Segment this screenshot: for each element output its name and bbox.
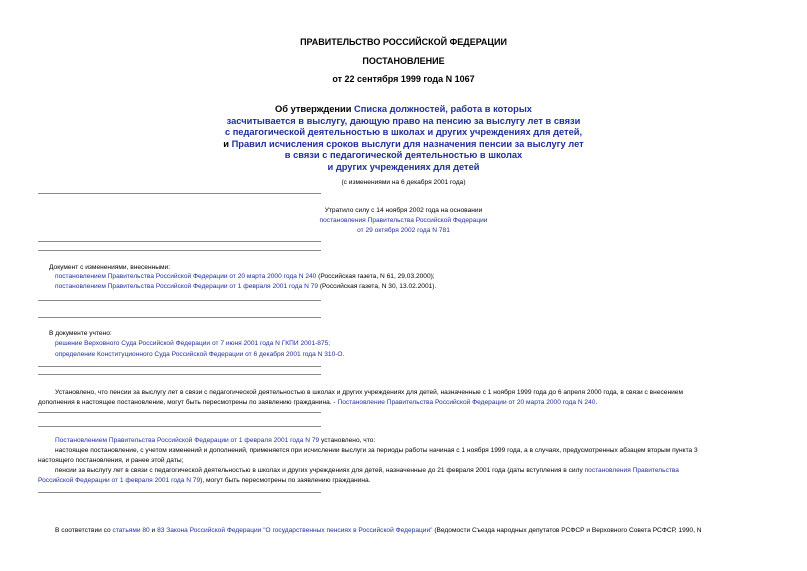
- decree-79-inline-link[interactable]: постановления Правительства: [584, 467, 679, 474]
- decree-79-paragraph-line-5: Российской Федерации от 1 февраля 2001 года N 79), могут быть пересмотрены по заявлению гражданина.: [38, 477, 371, 484]
- amendment-decree-79-link[interactable]: постановлением Правительства Российской Федерации от 1 февраля 2001 года N 79: [55, 283, 319, 290]
- divider: [38, 492, 321, 493]
- article-80-link[interactable]: статьями 80: [112, 527, 150, 534]
- expired-decree-link-line-2[interactable]: от 29 октября 2002 года N 781: [357, 227, 450, 234]
- document-title-line-3[interactable]: с педагогической деятельностью в школах и других учреждениях для детей,: [224, 127, 583, 137]
- list-of-positions-link[interactable]: Списка должностей, работа в которых: [354, 104, 532, 114]
- amendment-item: постановлением Правительства Российской Федерации от 1 февраля 2001 года N 79 (Российская газета, N 30, 13.02.2001).: [55, 283, 437, 290]
- decree-79-paragraph-line-1: Постановлением Правительства Российской Федерации от 1 февраля 2001 года N 79 установлено, что:: [55, 437, 376, 444]
- legal-basis-paragraph: В соответствии со статьями 80 и 83 Закона Российской Федерации "О государственных пенсиях в Российской Федерации" (Ведомости Съезда народных депутатов РСФСР и Верховного Совета РСФСР, 1990, N: [55, 527, 702, 534]
- amendments-heading: Документ с изменениями, внесенными:: [49, 264, 171, 271]
- document-title-line-2[interactable]: засчитывается в выслугу, дающую право на пенсию за выслугу лет в связи: [226, 115, 581, 126]
- decree-79-link[interactable]: Постановлением Правительства Российской Федерации от 1 февраля 2001 года N 79: [55, 437, 320, 444]
- decree-79-paragraph-line-4: пенсии за выслугу лет в связи с педагогической деятельностью в школах и других учреждениях для детей, назначенные до 21 февраля 2001 года (даты вступления в силу постановления Правительства: [55, 467, 679, 474]
- considered-heading: В документе учтено:: [49, 330, 112, 337]
- divider: [38, 300, 321, 301]
- decree-79-paragraph-line-2: настоящее постановление, с учетом изменений и дополнений, применяется при исчислении выслуги за периоды работы начиная с 1 ноября 1999 года, а в случаях, предусмотренных абзацем вторым пункта 3: [55, 447, 698, 454]
- calculation-rules-link[interactable]: Правил исчисления сроков выслуги для назначения пенсии за выслугу лет: [231, 138, 584, 149]
- amendment-item: постановлением Правительства Российской Федерации от 20 марта 2000 года N 240 (Российская газета, N 61, 29.03.2000);: [55, 273, 435, 280]
- divider: [38, 193, 321, 194]
- expired-note-line-1: Утратило силу с 14 ноября 2002 года на основании: [324, 207, 483, 214]
- divider: [38, 426, 321, 427]
- supreme-court-decision-link[interactable]: решение Верховного Суда Российской Федерации от 7 июня 2001 года N ГКПИ 2001-875;: [55, 340, 331, 347]
- divider: [38, 241, 321, 242]
- divider: [38, 317, 321, 318]
- decree-240-link[interactable]: Постановление Правительства Российской Федерации от 20 марта 2000 года N 240: [337, 399, 596, 406]
- pension-review-paragraph-line-2: дополнения в настоящее постановление, могут быть пересмотрены по заявлению гражданина. - Постановление Правительства Российской Федерации от 20 марта 2000 года N 240.: [38, 399, 598, 406]
- document-title-line-1: Об утверждении Списка должностей, работа в которых: [275, 104, 532, 114]
- divider: [38, 374, 321, 375]
- edition-note: (с изменениями на 6 декабря 2001 года): [341, 179, 466, 186]
- amendment-decree-240-link[interactable]: постановлением Правительства Российской Федерации от 20 марта 2000 года N 240: [55, 273, 317, 280]
- expired-decree-link-line-1[interactable]: постановления Правительства Российской Федерации: [319, 217, 488, 224]
- document-title-line-5[interactable]: в связи с педагогической деятельностью в школах: [284, 150, 523, 160]
- document-type: ПОСТАНОВЛЕНИЕ: [362, 56, 445, 66]
- constitutional-court-ruling-link[interactable]: определение Конституционного Суда Российской Федерации от 6 декабря 2001 года N 310-О.: [55, 351, 345, 358]
- divider: [38, 250, 321, 251]
- document-date: от 22 сентября 1999 года N 1067: [332, 74, 475, 84]
- divider: [38, 412, 321, 413]
- pension-law-link[interactable]: 83 Закона Российской Федерации "О государственных пенсиях в Российской Федерации": [157, 527, 433, 534]
- document-title-line-6[interactable]: и других учреждениях для детей: [327, 161, 480, 172]
- decree-79-inline-link-continued[interactable]: Российской Федерации от 1 февраля 2001 года N 79: [38, 477, 201, 484]
- pension-review-paragraph-line-1: Установлено, что пенсии за выслугу лет в связи с педагогической деятельностью в школах и других учреждениях для детей, назначенные с 1 ноября 1999 года до 6 апреля 2000 года, в связи с внесением: [55, 389, 683, 396]
- document-title-line-4: и Правил исчисления сроков выслуги для назначения пенсии за выслугу лет: [223, 138, 584, 149]
- decree-79-paragraph-line-3: настоящего постановления, и ранее этой даты;: [38, 457, 184, 464]
- government-heading: ПРАВИТЕЛЬСТВО РОССИЙСКОЙ ФЕДЕРАЦИИ: [300, 37, 507, 47]
- divider: [38, 366, 321, 367]
